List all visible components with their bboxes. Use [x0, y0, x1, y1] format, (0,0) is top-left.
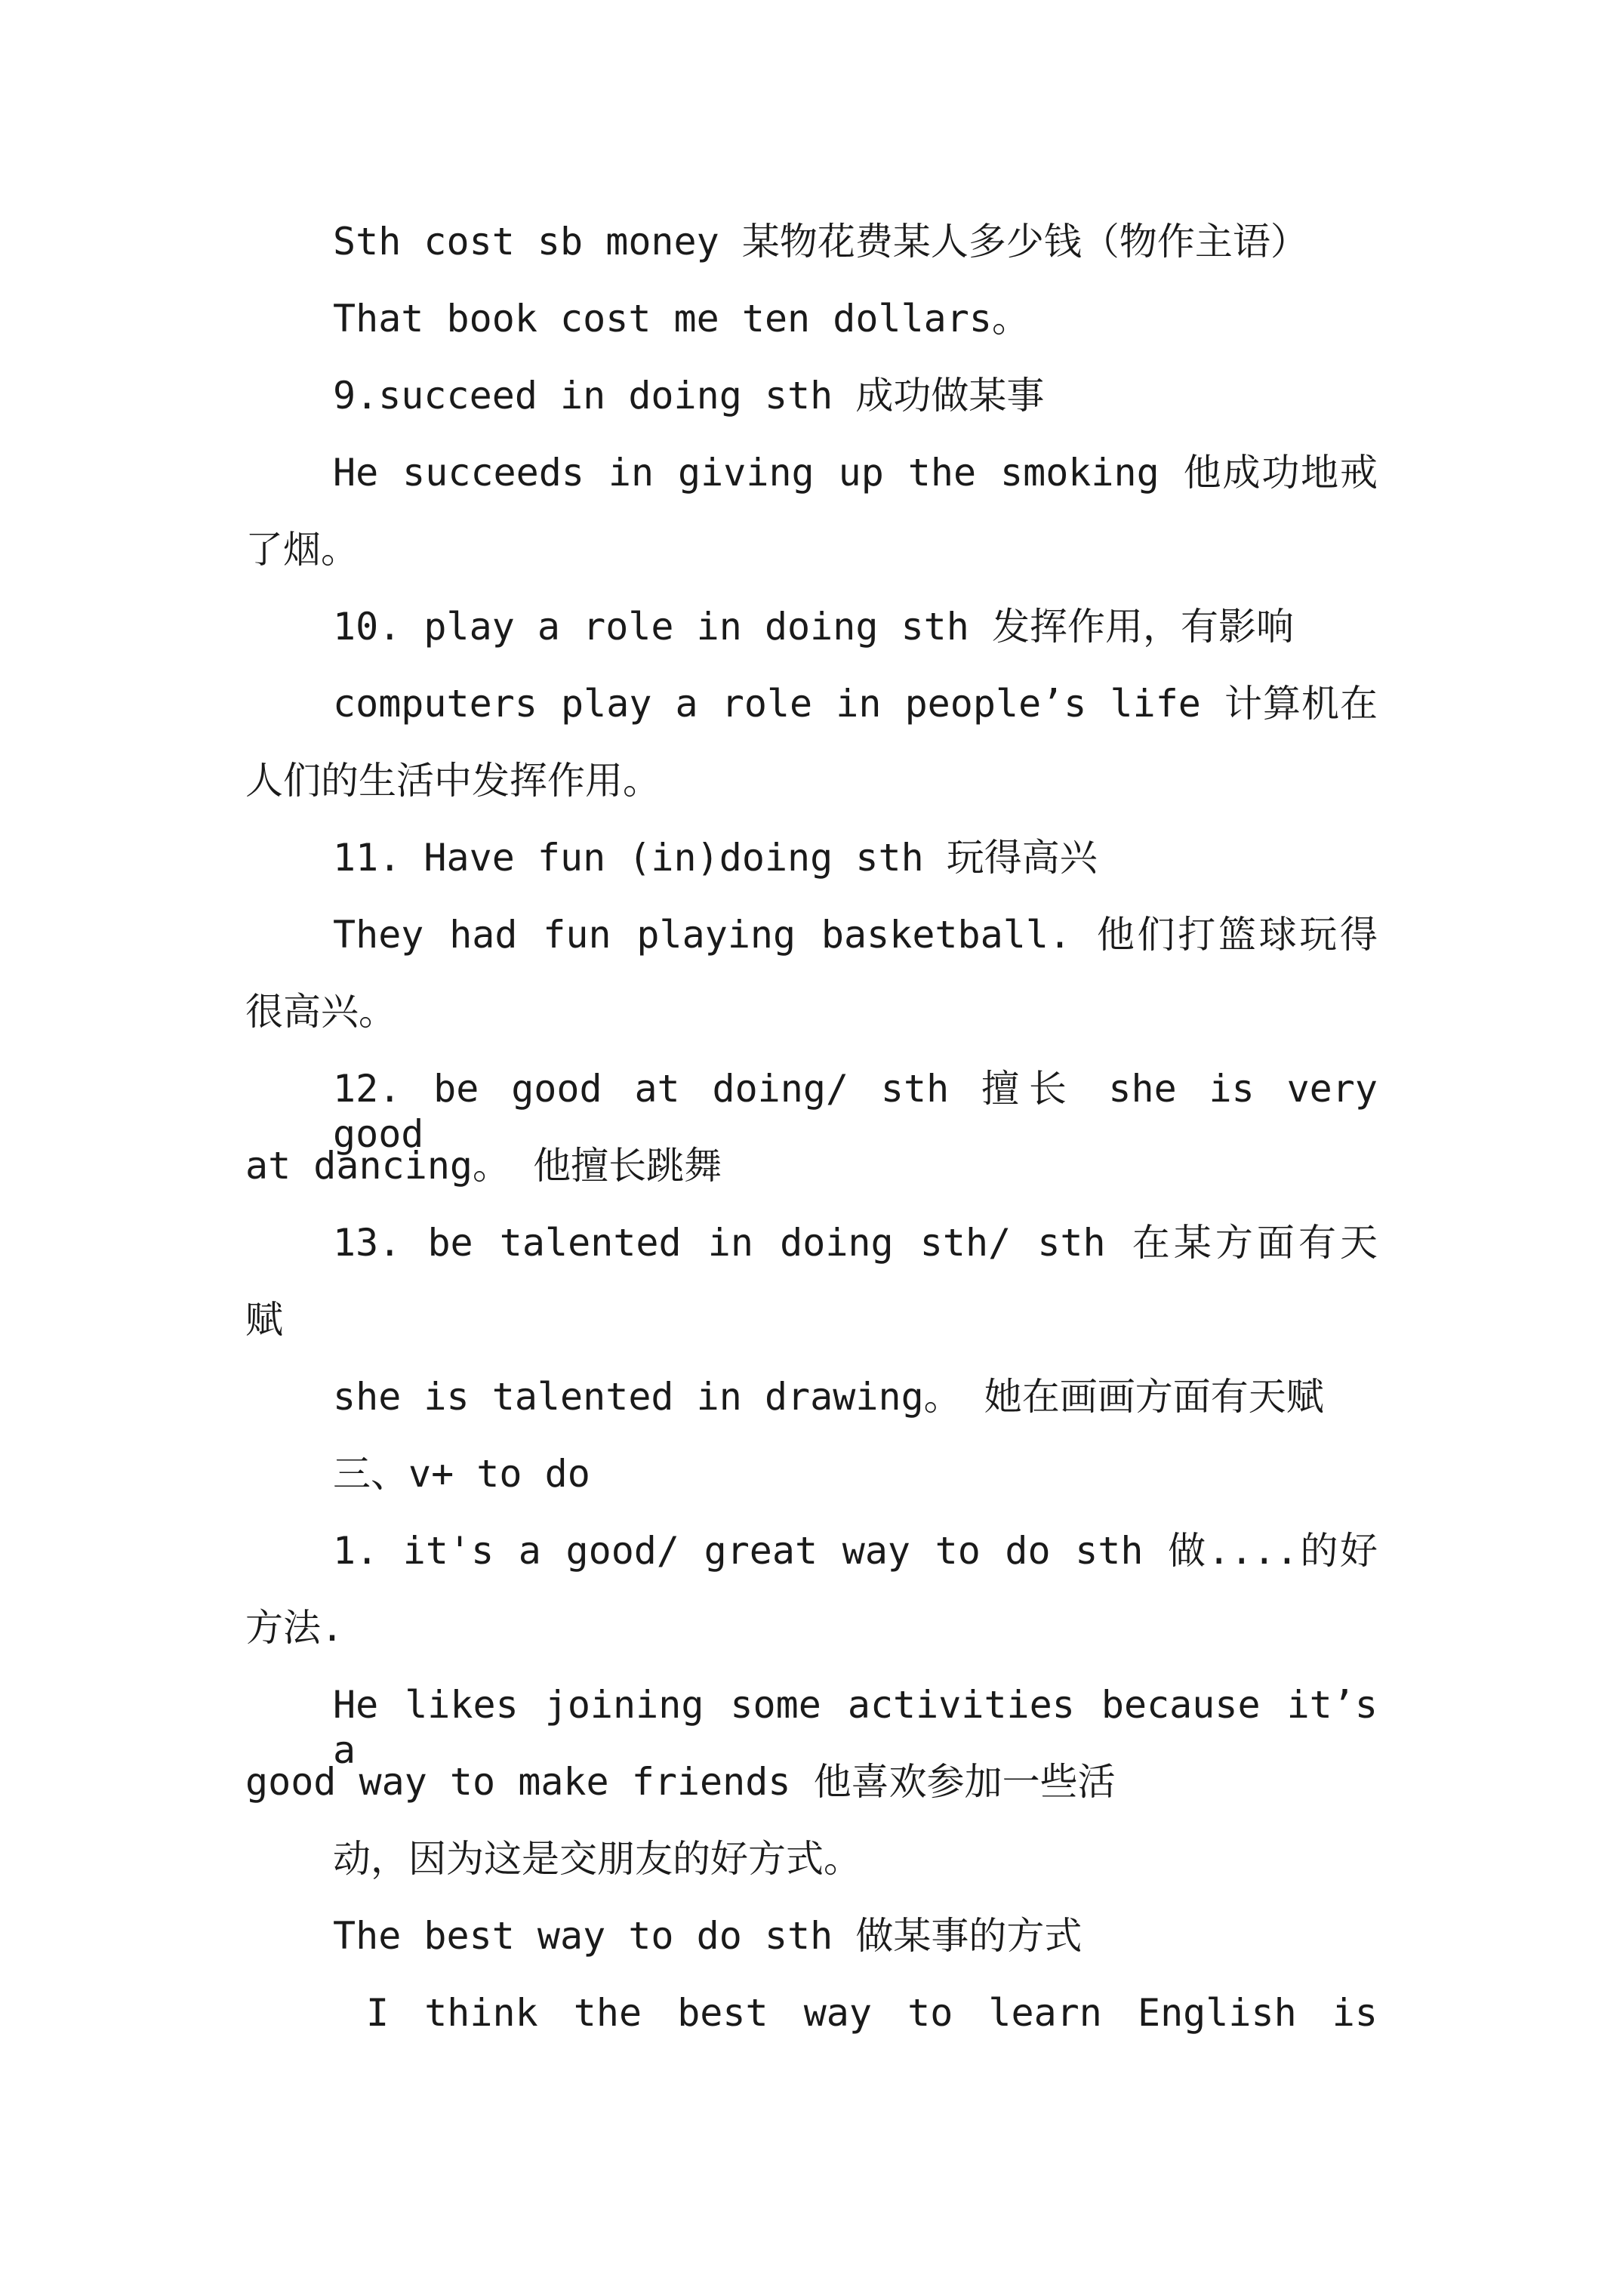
text-line: at dancing。 他擅长跳舞: [245, 1144, 722, 1188]
text-line: He likes joining some activities because it’s a: [333, 1683, 1378, 1772]
text-line: 了烟。: [245, 528, 359, 572]
text-line: I think the best way to learn English is: [366, 1991, 1378, 2035]
text-line: That book cost me ten dollars。: [333, 297, 1030, 341]
text-line: 方法.: [245, 1606, 344, 1650]
text-line: 9.succeed in doing sth 成功做某事: [333, 374, 1045, 418]
text-line: 三、v+ to do: [333, 1452, 590, 1496]
text-line: 13. be talented in doing sth/ sth 在某方面有天: [333, 1221, 1378, 1265]
text-line: 赋: [245, 1298, 283, 1342]
text-line: 1. it's a good/ great way to do sth 做....的好: [333, 1529, 1378, 1573]
text-line: 很高兴。: [245, 990, 396, 1034]
text-line: computers play a role in people’s life 计算机在: [333, 682, 1378, 726]
text-line: she is talented in drawing。 她在画画方面有天赋: [333, 1375, 1324, 1419]
text-line: He succeeds in giving up the smoking 他成功地戒: [333, 451, 1378, 495]
text-line: Sth cost sb money 某物花费某人多少钱（物作主语）: [333, 220, 1308, 264]
text-line: 人们的生活中发挥作用。: [245, 759, 661, 803]
text-line: 12. be good at doing/ sth 擅长 she is very good: [333, 1067, 1378, 1156]
text-line: They had fun playing basketball. 他们打篮球玩得: [333, 913, 1378, 957]
text-line: The best way to do sth 做某事的方式: [333, 1914, 1083, 1958]
text-line: 11. Have fun (in)doing sth 玩得高兴: [333, 836, 1098, 880]
text-line: 10. play a role in doing sth 发挥作用，有影响: [333, 605, 1294, 649]
text-line: 动，因为这是交朋友的好方式。: [333, 1837, 861, 1881]
text-line: good way to make friends 他喜欢参加一些活: [245, 1760, 1116, 1804]
